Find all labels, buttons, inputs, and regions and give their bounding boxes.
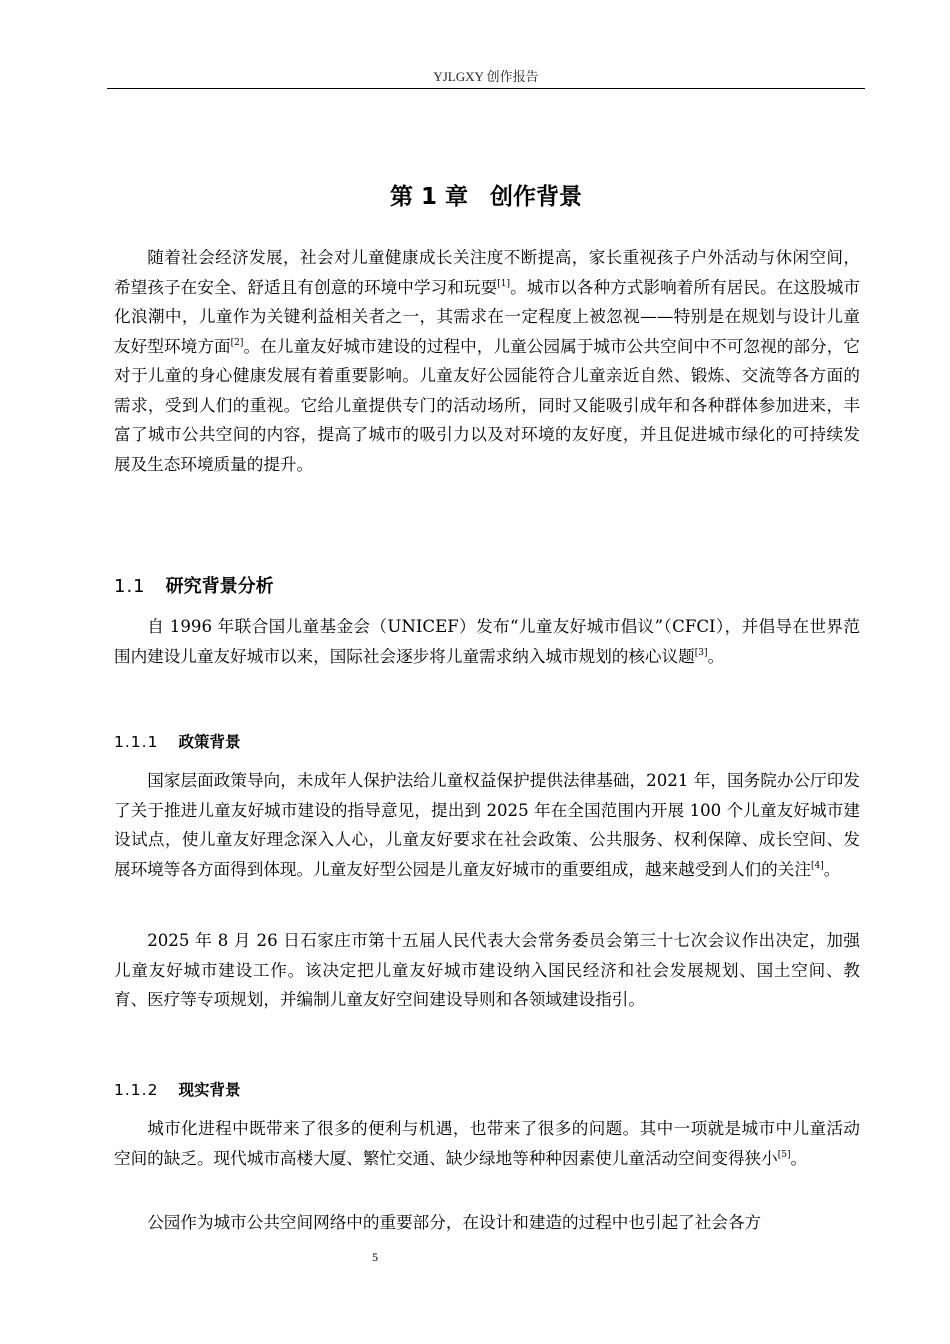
chapter-title-text: 创作背景	[490, 184, 583, 210]
citation-5: [5]	[777, 1149, 791, 1160]
subsection-title: 现实背景	[178, 1081, 241, 1099]
intro-text-3: 。在儿童友好城市建设的过程中，儿童公园属于城市公共空间中不可忽视的部分，它对于儿童的身心健康发展有着重要影响。儿童友好公园能符合儿童亲近自然、锻炼、交流等各方面的需求，受到人们的重视。它给儿童提供专门的活动场所，同时又能吸引成年和各种群体参加进来，丰富了城市公共空间的内容，提高了城市的吸引力以及对环境的友好度，并且促进城市绿化的可持续发展及生态环境质量的提升。	[114, 336, 861, 474]
subsection-number: 1.1.2	[114, 1081, 159, 1099]
chapter-number: 第 1 章	[389, 184, 469, 210]
section-heading-1-1-2	[114, 1078, 240, 1100]
page-number: 5	[372, 1250, 378, 1264]
subsection-number: 1.1.1	[114, 733, 159, 751]
section-title: 研究背景分析	[165, 576, 274, 597]
intro-paragraph	[114, 243, 860, 479]
reality-text-1: 城市化进程中既带来了很多的便利与机遇，也带来了很多的问题。其中一项就是城市中儿童活动空间的缺乏。现代城市高楼大厦、繁忙交通、缺少绿地等种种因素使儿童活动空间变得狭小	[114, 1119, 860, 1168]
section-number: 1.1	[114, 576, 146, 597]
subsection-title: 政策背景	[178, 733, 241, 751]
page-header: YJLGXY 创作报告	[433, 69, 539, 84]
intro-text-2: 。城市以各种方式影响着所有居民。在这股城市化浪潮中，儿童作为关键利益相关者之一，其需求在一定程度上被忽视——特别是在规划与设计儿童友好型环境方面	[114, 277, 861, 356]
chapter-title	[107, 178, 865, 211]
policy-paragraph-1	[114, 766, 860, 884]
section-heading-1-1-1	[114, 730, 240, 752]
policy-text-2: 。	[823, 859, 841, 879]
section-1-1-paragraph	[114, 612, 860, 671]
section-1-1-text-2: 。	[707, 646, 725, 666]
section-1-1-text-1: 自 1996 年联合国儿童基金会（UNICEF）发布“儿童友好城市倡议”（CFCI），并倡导在世界范围内建设儿童友好城市以来，国际社会逐步将儿童需求纳入城市规划的核心议题	[114, 617, 860, 666]
citation-1: [1]	[497, 278, 511, 289]
reality-paragraph-1	[114, 1114, 860, 1173]
intro-text-1: 随着社会经济发展，社会对儿童健康成长关注度不断提高，家长重视孩子户外活动与休闲空间，希望孩子在安全、舒适且有创意的环境中学习和玩耍	[114, 248, 860, 297]
citation-2: [2]	[230, 337, 244, 348]
citation-4: [4]	[810, 860, 824, 871]
reality-paragraph-2: 公园作为城市公共空间网络中的重要部分，在设计和建造的过程中也引起了社会各方	[147, 1213, 762, 1232]
header-divider	[107, 88, 865, 89]
policy-paragraph-2: 2025 年 8 月 26 日石家庄市第十五届人民代表大会常务委员会第三十七次会议作出决定，加强儿童友好城市建设工作。该决定把儿童友好城市建设纳入国民经济和社会发展规划、国土空间、教育、医疗等专项规划，并编制儿童友好空间建设导则和各领域建设指引。	[114, 931, 860, 1009]
reality-text-2: 。	[790, 1148, 808, 1168]
policy-text-1: 国家层面政策导向，未成年人保护法给儿童权益保护提供法律基础，2021 年，国务院办公厅印发了关于推进儿童友好城市建设的指导意见，提出到 2025 年在全国范围内开展 100 个儿童友好城市建设试点，使儿童友好理念深入人心，儿童友好要求在社会政策、公共服务、权利保障、成长空间、发展环境等各方面得到体现。儿童友好型公园是儿童友好城市的重要组成，越来越受到人们的关注	[114, 771, 860, 879]
citation-3: [3]	[694, 647, 708, 658]
section-heading-1-1	[114, 572, 274, 598]
